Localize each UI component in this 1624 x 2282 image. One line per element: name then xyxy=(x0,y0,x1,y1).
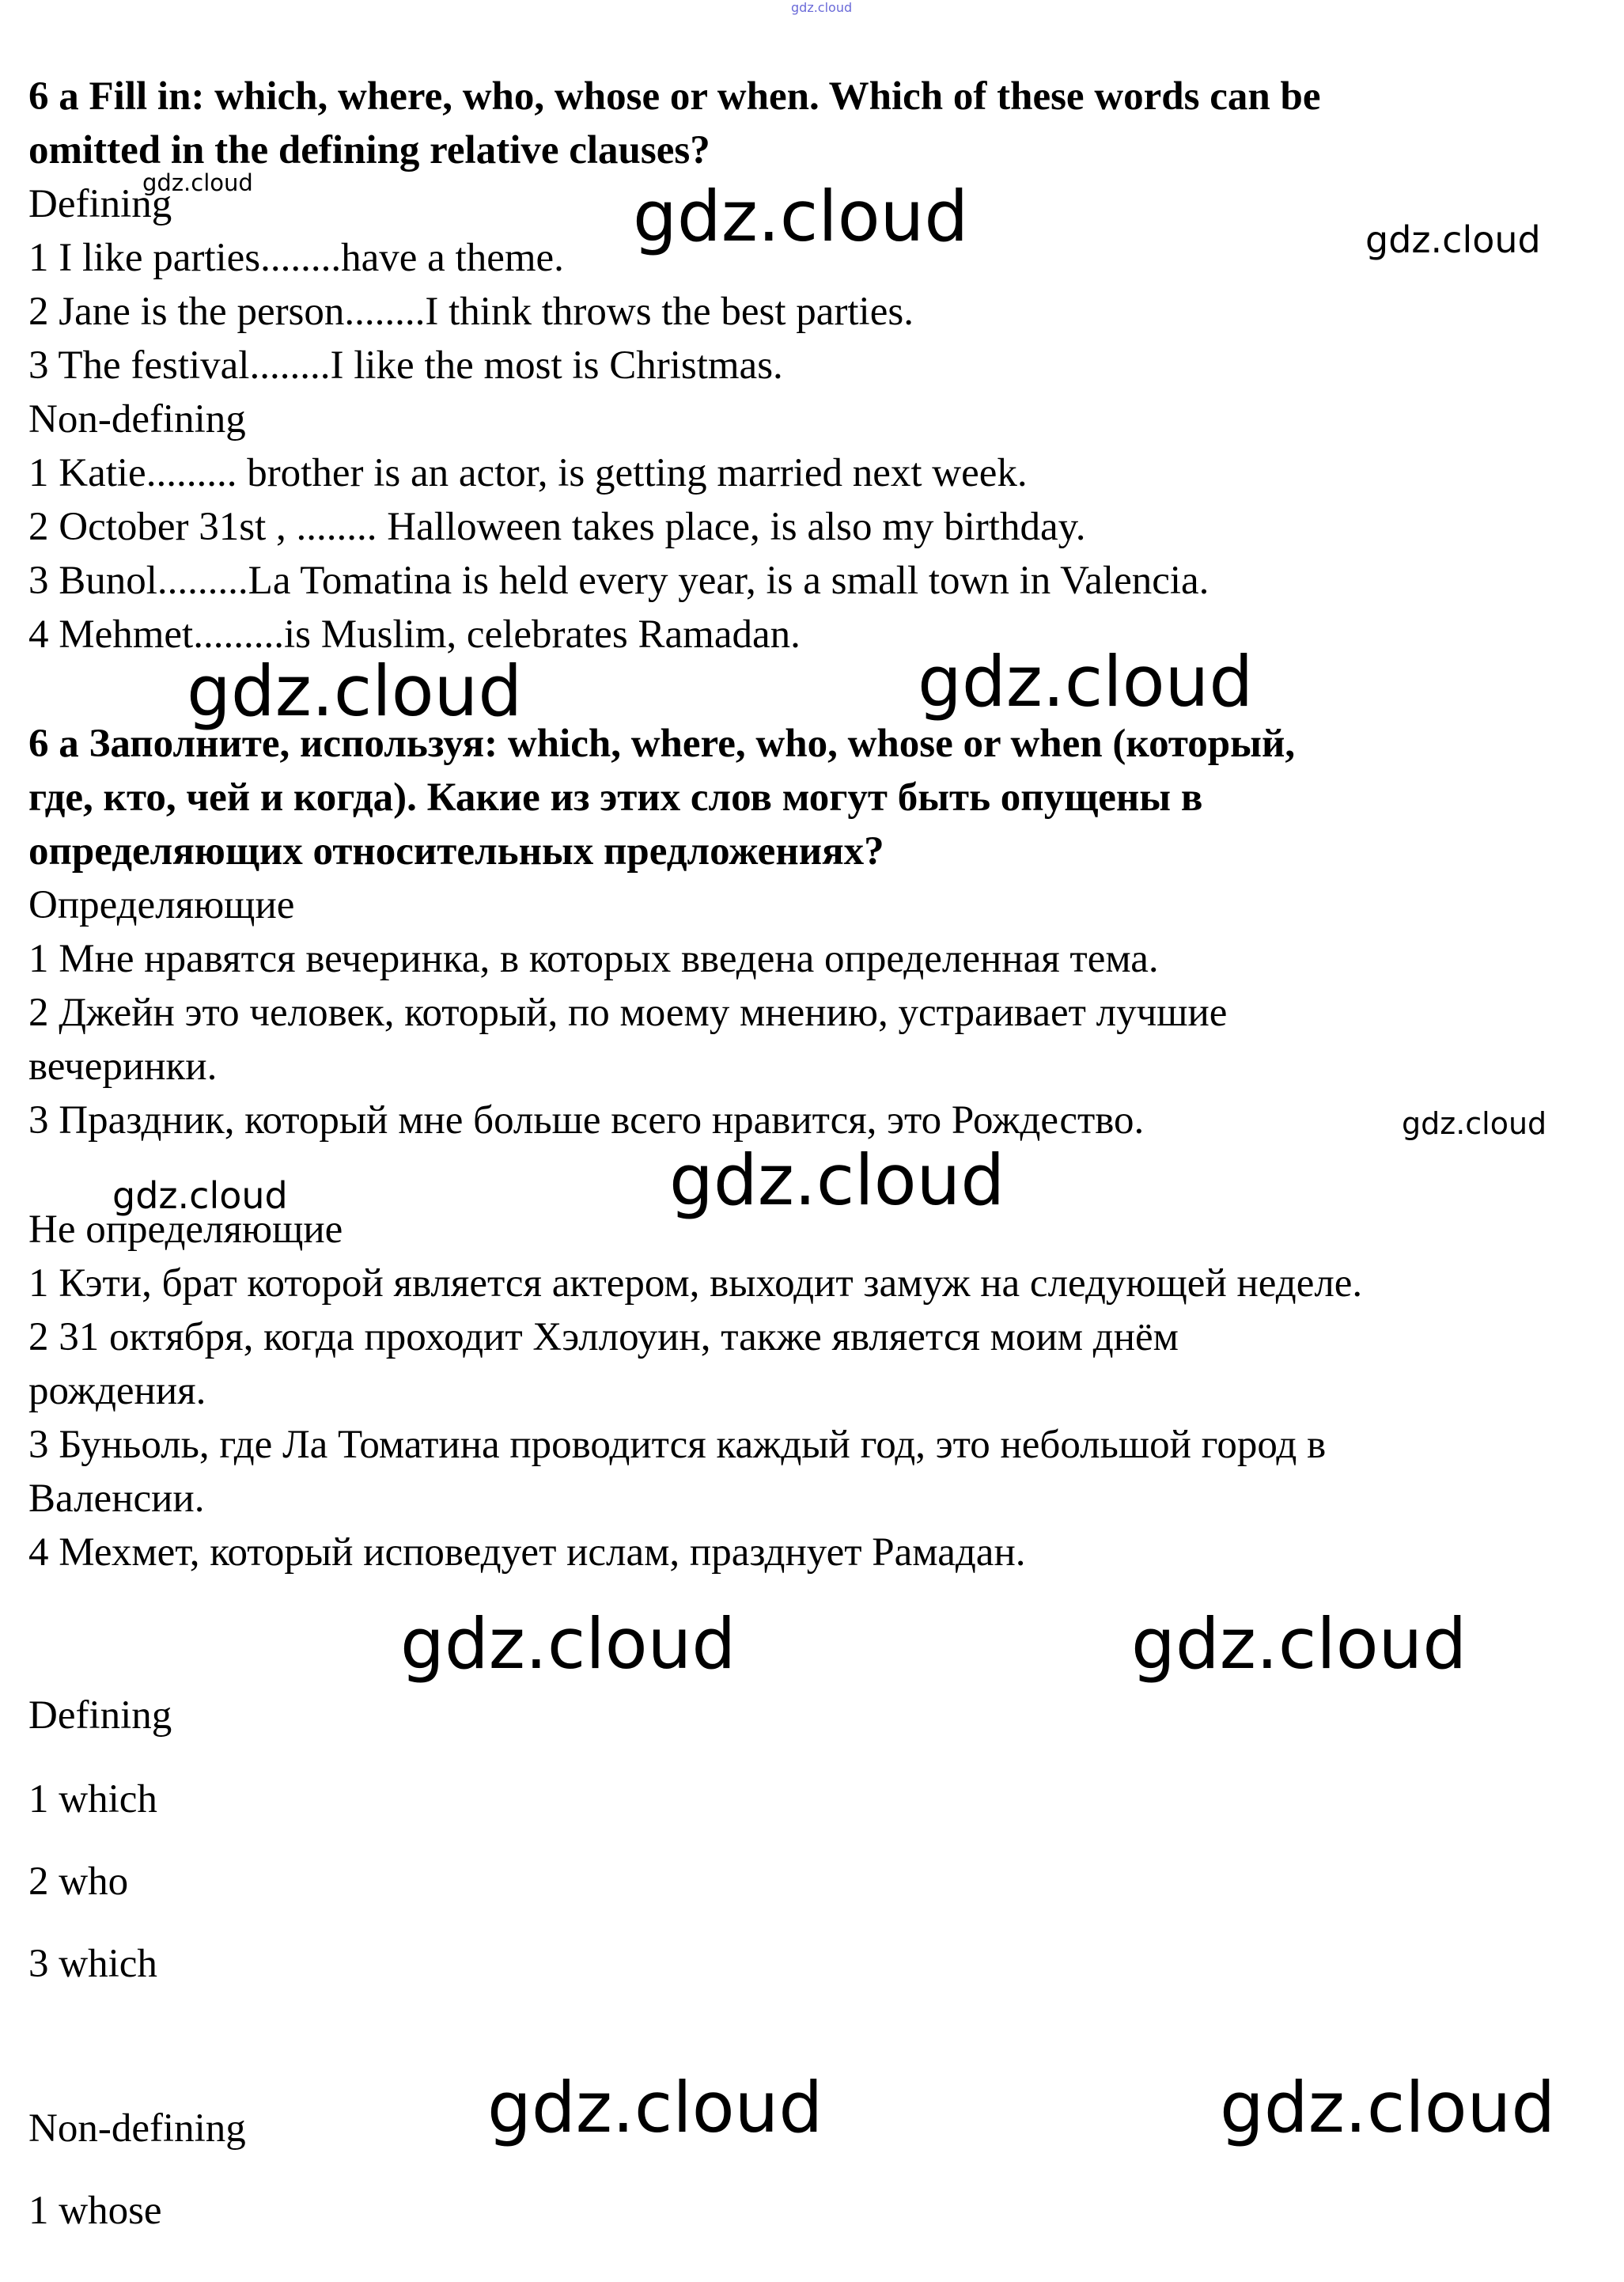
task-heading-en: 6 a Fill in: which, where, who, whose or when. Which of these words can be xyxy=(28,74,1321,119)
translation-item: 2 31 октября, когда проходит Хэллоуин, также является моим днём xyxy=(28,1315,1179,1359)
section-label: Defining xyxy=(28,1693,172,1738)
answer-item: 2 who xyxy=(28,1859,129,1904)
translation-item: 1 Мне нравятся вечеринка, в которых введена определенная тема. xyxy=(28,937,1159,981)
watermark: gdz.cloud xyxy=(400,1603,736,1685)
exercise-item: 2 Jane is the person........I think throws the best parties. xyxy=(28,290,914,334)
translation-item: 3 Буньоль, где Ла Томатина проводится каждый год, это небольшой город в xyxy=(28,1423,1327,1467)
exercise-item: 3 Bunol.........La Tomatina is held every year, is a small town in Valencia. xyxy=(28,559,1209,603)
watermark: gdz.cloud xyxy=(918,641,1254,722)
section-label: Defining xyxy=(28,182,172,226)
watermark: gdz.cloud xyxy=(1131,1603,1467,1685)
watermark: gdz.cloud xyxy=(633,176,969,257)
watermark: gdz.cloud xyxy=(669,1139,1005,1221)
watermark: gdz.cloud xyxy=(1220,2067,1556,2148)
watermark: gdz.cloud xyxy=(1365,218,1541,261)
translation-item: 3 Праздник, который мне больше всего нравится, это Рождество. xyxy=(28,1098,1145,1143)
section-label: Определяющие xyxy=(28,883,295,927)
exercise-item: 4 Mehmet.........is Muslim, celebrates Ramadan. xyxy=(28,612,801,657)
exercise-item: 1 I like parties........have a theme. xyxy=(28,236,564,280)
task-heading-en: omitted in the defining relative clauses? xyxy=(28,128,710,172)
translation-item: 1 Кэти, брат которой является актером, выходит замуж на следующей неделе. xyxy=(28,1261,1363,1306)
watermark: gdz.cloud xyxy=(487,2067,823,2148)
translation-item: Валенсии. xyxy=(28,1476,205,1521)
exercise-item: 2 October 31st , ........ Halloween takes place, is also my birthday. xyxy=(28,505,1086,549)
answer-item: 1 whose xyxy=(28,2189,162,2233)
task-heading-ru: где, кто, чей и когда). Какие из этих слов могут быть опущены в xyxy=(28,775,1203,820)
section-label: Non-defining xyxy=(28,397,246,442)
translation-item: 2 Джейн это человек, который, по моему мнению, устраивает лучшие xyxy=(28,991,1228,1035)
task-heading-ru: 6 a Заполните, используя: which, where, who, whose or when (который, xyxy=(28,722,1296,766)
translation-item: рождения. xyxy=(28,1369,206,1413)
section-label: Non-defining xyxy=(28,2106,246,2151)
watermark: gdz.cloud xyxy=(187,650,523,732)
translation-item: 4 Мехмет, который исповедует ислам, празднует Рамадан. xyxy=(28,1530,1026,1575)
answer-item: 3 which xyxy=(28,1942,157,1986)
task-heading-ru: определяющих относительных предложениях? xyxy=(28,829,884,874)
answer-item: 1 which xyxy=(28,1777,157,1821)
exercise-item: 1 Katie......... brother is an actor, is getting married next week. xyxy=(28,451,1028,495)
watermark: gdz.cloud xyxy=(142,169,253,196)
translation-item: вечеринки. xyxy=(28,1044,218,1089)
section-label: Не определяющие xyxy=(28,1207,343,1252)
watermark: gdz.cloud xyxy=(1402,1106,1547,1141)
watermark: gdz.cloud xyxy=(791,0,853,15)
watermark: gdz.cloud xyxy=(112,1174,288,1217)
exercise-item: 3 The festival........I like the most is Christmas. xyxy=(28,343,783,388)
